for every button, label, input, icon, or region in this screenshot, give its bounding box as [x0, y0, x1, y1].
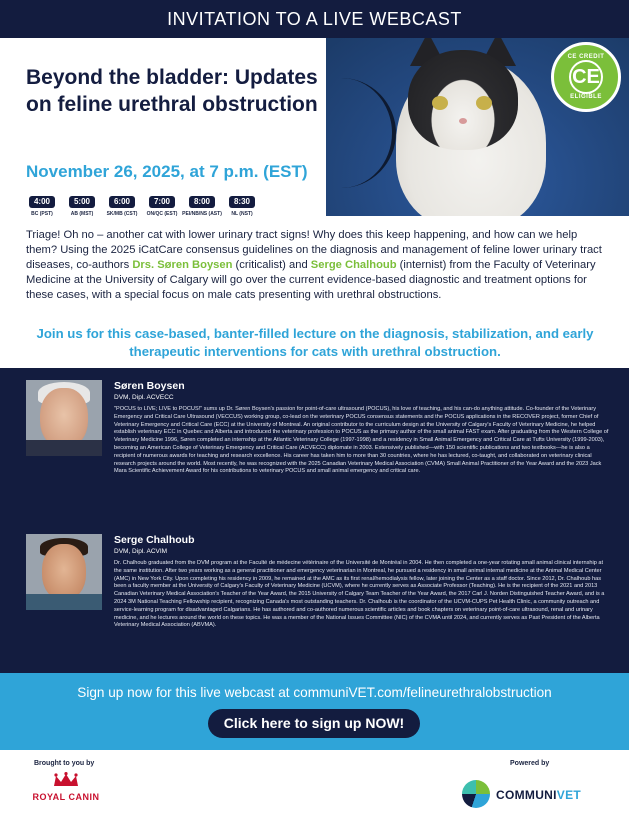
intro-text: (criticalist) and [232, 259, 311, 271]
zone-label: ON/QC (EST) [146, 211, 178, 217]
speaker-portrait [26, 534, 102, 610]
intro-text: Triage! Oh no – another cat with lower urinary tract signs! Why does this keep happening, and how can we help them? Using the 2025 iCatCare consensus guidelines on the diagnosis and management of feline lower urinary tract diseases, co-authors [26, 229, 602, 271]
signup-url-text[interactable]: Sign up now for this live webcast at communiVET.com/felineurethralobstruction [77, 685, 552, 700]
invitation-banner: INVITATION TO A LIVE WEBCAST [0, 0, 629, 38]
timezone-item [66, 196, 98, 217]
cat-eye-left [432, 96, 448, 110]
time-badge: 5:00 [69, 196, 95, 208]
intro-paragraph [26, 228, 606, 303]
time-badge: 4:00 [29, 196, 55, 208]
zone-label: SK/MB (CST) [106, 211, 138, 217]
badge-line-2: ELIGIBLE [570, 94, 602, 100]
speaker-bio: "POCUS to LIVE; LIVE to POCUS!" sums up Dr. Søren Boysen's passion for point-of-care ultrasound (POCUS), his love of teaching, and his can-do anything attitude. Co-founder of the Veterinary Emergency and Critical Care Ultrasound (VECCUS) working group, co-lead on the veterinary POCUS consensus statements and the POCUS applications in the RECOVER project, former Chief of Veterinary Emergency and Critical Care (ECC) at the University of Montreal. An original contributor to the curriculum design at the University of Calgary's Faculty of Veterinary Medicine, he helped establish veterinary ECC in Quebec and Alberta and introduced the veterinary profession to POCUS as the primary author of the small animal FAST exam. After graduating from the Western College of Veterinary Medicine 1996, Søren completed an internship at the Atlantic Veterinary College (1997-1998) and a residency in Small Animal Emergency and Critical Care at Tufts University (1999-2003), becoming an American College of Veterinary Emergency and Critical Care (ACVECC) diplomate in 2003. Extensively published—with 150 scientific publications and two textbooks—he is also a recipient of numerous awards for teaching and research excellence. His career has taken him to more than 30 countries, where he has lectured, co-taught, and collaborated on veterinary clinical research projects around the world. Most recently, he was recognized with the 2025 Canadian Veterinary Medical Association (CVMA) Small Animal Practitioner of the Year Award and the 2023 Jack Mara Scientific Achievement Award for his contributions to veterinary POCUS and small animal emergency and critical care. [114, 406, 609, 475]
webcast-title: Beyond the bladder: Updates on feline urethral obstruction [26, 66, 318, 116]
royal-canin-logo [26, 772, 106, 812]
time-badge: 7:00 [149, 196, 175, 208]
webcast-date: November 26, 2025, at 7 p.m. (EST) [26, 162, 308, 181]
speaker-portrait [26, 380, 102, 456]
cat-eye-right [476, 96, 492, 110]
timezone-list [26, 196, 258, 217]
time-badge: 6:00 [109, 196, 135, 208]
speaker-credentials: DVM, Dipl. ACVIM [114, 548, 168, 555]
cat-nose [459, 118, 467, 124]
signup-section [0, 673, 629, 750]
timezone-item [26, 196, 58, 217]
wordmark-part: COMMUNI [496, 788, 557, 802]
powered-by-label: Powered by [510, 760, 550, 767]
zone-label: PEI/NB/NS (AST) [182, 211, 222, 217]
sponsor-label: Brought to you by [34, 760, 95, 767]
timezone-item [146, 196, 178, 217]
speaker-name-highlight: Serge Chalhoub [310, 259, 397, 271]
speaker-bio: Dr. Chalhoub graduated from the DVM program at the Faculté de médecine vétérinaire of the Université de Montréal in 2004. He then completed a one-year rotating small animal clinical internship at the same institution. After two years working as a general practitioner and emergency veterinarian in Montreal, he pursued a residency in small animal internal medicine at the Animal Medical Center (AMC) in New York City. Upon completing his residency in 2009, he remained at the AMC as its first renal/hemodialysis fellow, later joining the Center as a staff doctor. Since 2012, Dr. Chalhoub has been a faculty member at the University of Calgary's Faculty of Veterinary Medicine (UCVM), where he currently serves as Associate Professor (Teaching). He is the recipient of the 2021 and 2013 Canadian Veterinary Medical Association's Teacher of the Year Award, the 2015 University of Calgary Team Teacher of the Year Award, the 2017 Carl J. Norden Distinguished Teacher Award, and is a 2024 3M National Teaching Fellowship recipient, recognizing Canada's most outstanding teachers. Dr. Chalhoub is the coordinator of the UCVM-CUPS Pet Health Clinic, a community outreach and service-learning program for disadvantaged Calgarians. He has authored and co-authored numerous scientific articles and book chapters on veterinary point-of-care ultrasound, renal and urinary medicine, and he lectures around the world on these topics. He was a member of the National Issues Committee (NIC) of the CVMA until 2024, and currently serves as Past President of the Alberta Veterinary Medical Association (ABVMA). [114, 560, 605, 629]
hero-section [0, 38, 629, 218]
badge-line-1: CE CREDIT [567, 54, 605, 60]
crown-icon [52, 772, 80, 788]
footer [0, 750, 629, 825]
communivet-wordmark [496, 788, 581, 802]
communivet-mark-icon [462, 780, 490, 808]
zone-label: AB (MST) [70, 211, 94, 217]
speaker-name: Søren Boysen [114, 380, 185, 392]
join-callout: Join us for this case-based, banter-filled lecture on the diagnosis, stabilization, and early therapeutic interventions for cats with urethral obstruction. [36, 326, 594, 359]
speaker-name: Serge Chalhoub [114, 534, 195, 546]
speaker-credentials: DVM, Dipl. ACVECC [114, 394, 174, 401]
ce-mark-icon: CE [569, 60, 603, 94]
speaker-name-highlight: Drs. Søren Boysen [132, 259, 233, 271]
time-badge: 8:30 [229, 196, 255, 208]
ce-credit-badge [551, 42, 621, 112]
wordmark-part: VET [556, 788, 582, 802]
communivet-logo [462, 780, 602, 810]
time-badge: 8:00 [189, 196, 215, 208]
cat-head-shape [408, 50, 518, 150]
signup-button[interactable]: Click here to sign up NOW! [208, 709, 420, 738]
zone-label: BC (PST) [31, 211, 53, 217]
timezone-item [226, 196, 258, 217]
portrait-shirt [26, 440, 102, 456]
royal-canin-wordmark: ROYAL CANIN [32, 792, 100, 802]
timezone-item [106, 196, 138, 217]
timezone-item [182, 196, 222, 217]
intro-text: (internist) from the Faculty of Veterinary Medicine at the University of Calgary will go over the current evidence-based diagnostic and treatment options for these cases, with a special focus on male cats presenting with urethral obstructions. [26, 259, 596, 301]
portrait-face [42, 544, 86, 600]
portrait-shirt [26, 594, 102, 610]
speaker-card [26, 534, 606, 664]
portrait-face [40, 388, 88, 448]
speakers-section [0, 368, 629, 673]
zone-label: NL (NST) [231, 211, 253, 217]
speaker-card [26, 380, 609, 530]
